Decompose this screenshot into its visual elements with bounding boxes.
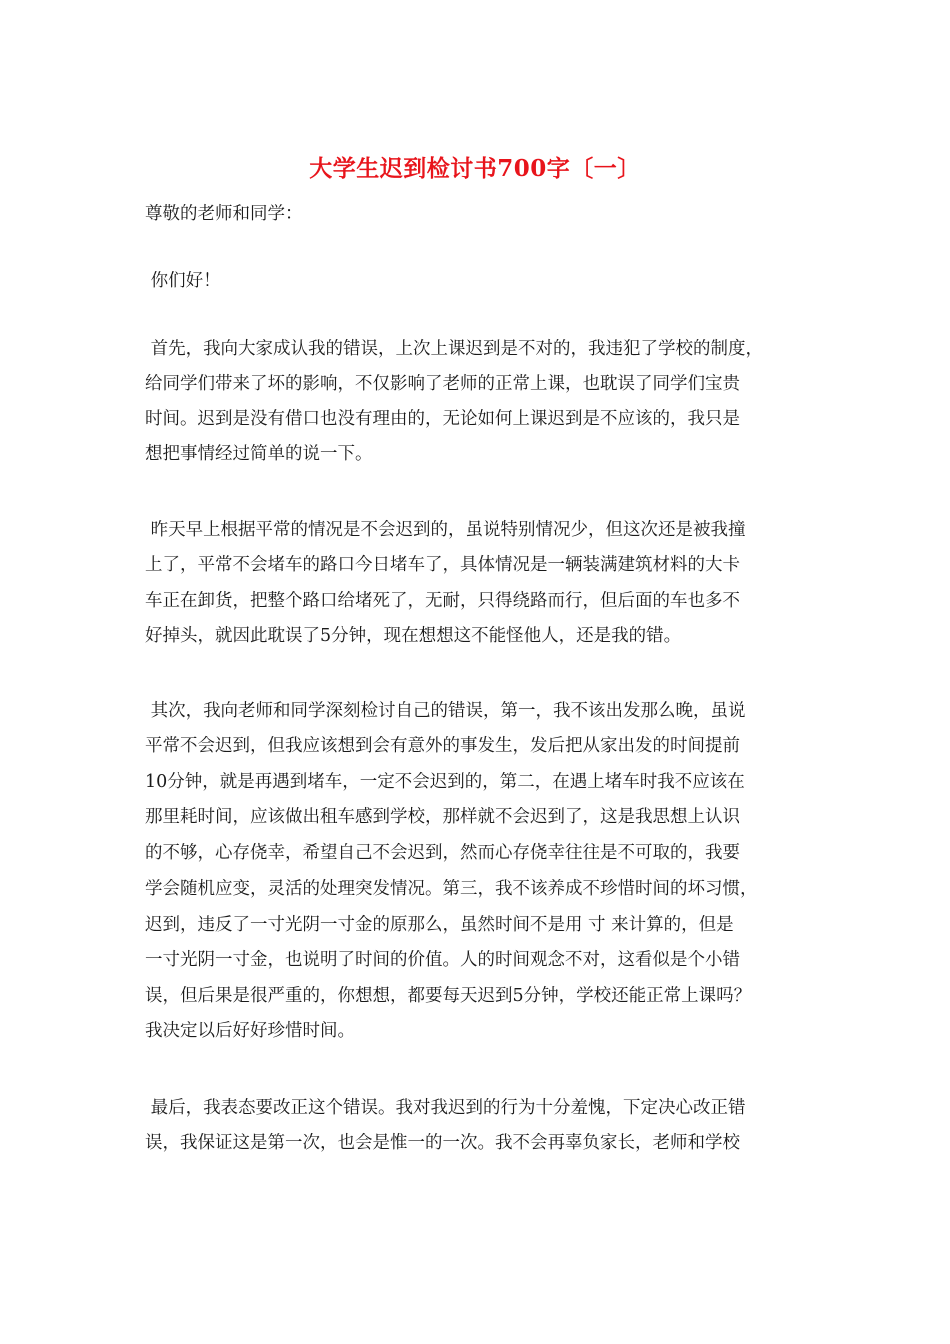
paragraph-4-line-2: 误，我保证这是第一次，也会是惟一的一次。我不会再辜负家长，老师和学校 [145, 1133, 740, 1153]
document-title: 大学生迟到检讨书700字〔一〕 [309, 155, 641, 182]
greeting: 你们好！ [145, 271, 221, 291]
paragraph-3-line-6: 学会随机应变，灵活的处理突发情况。第三，我不该养成不珍惜时间的坏习惯， [145, 879, 758, 899]
paragraph-3-line-7: 迟到，违反了一寸光阴一寸金的原那么，虽然时间不是用 寸 来计算的，但是 [145, 915, 734, 935]
paragraph-2-line-4: 好掉头，就因此耽误了5分钟，现在想想这不能怪他人，还是我的错。 [145, 626, 682, 646]
paragraph-1-line-1: 首先，我向大家成认我的错误，上次上课迟到是不对的，我违犯了学校的制度， [145, 339, 764, 359]
paragraph-3-line-3: 10分钟，就是再遇到堵车，一定不会迟到的，第二，在遇上堵车时我不应该在 [145, 772, 745, 792]
paragraph-3-line-2: 平常不会迟到，但我应该想到会有意外的事发生，发后把从家出发的时间提前 [145, 736, 740, 756]
paragraph-1-line-2: 给同学们带来了坏的影响，不仅影响了老师的正常上课，也耽误了同学们宝贵 [145, 374, 740, 394]
paragraph-2-line-3: 车正在卸货，把整个路口给堵死了，无耐，只得绕路而行，但后面的车也多不 [145, 591, 740, 611]
paragraph-4-line-1: 最后，我表态要改正这个错误。我对我迟到的行为十分羞愧，下定决心改正错 [145, 1098, 746, 1118]
paragraph-3-line-5: 的不够，心存侥幸，希望自己不会迟到，然而心存侥幸往往是不可取的，我要 [145, 843, 740, 863]
paragraph-2-line-2: 上了，平常不会堵车的路口今日堵车了，具体情况是一辆装满建筑材料的大卡 [145, 555, 740, 575]
paragraph-3-line-1: 其次，我向老师和同学深刻检讨自己的错误，第一，我不该出发那么晚，虽说 [145, 701, 746, 721]
paragraph-3-line-10: 我决定以后好好珍惜时间。 [145, 1021, 355, 1041]
paragraph-2-line-1: 昨天早上根据平常的情况是不会迟到的，虽说特别情况少，但这次还是被我撞 [145, 520, 746, 540]
paragraph-3-line-8: 一寸光阴一寸金，也说明了时间的价值。人的时间观念不对，这看似是个小错 [145, 950, 740, 970]
paragraph-3-line-4: 那里耗时间，应该做出租车感到学校，那样就不会迟到了，这是我思想上认识 [145, 807, 740, 827]
salutation: 尊敬的老师和同学： [145, 204, 303, 224]
paragraph-1-line-4: 想把事情经过简单的说一下。 [145, 444, 373, 464]
paragraph-1-line-3: 时间。迟到是没有借口也没有理由的，无论如何上课迟到是不应该的，我只是 [145, 409, 740, 429]
paragraph-3-line-9: 误，但后果是很严重的，你想想，都要每天迟到5分钟，学校还能正常上课吗？ [145, 986, 752, 1006]
